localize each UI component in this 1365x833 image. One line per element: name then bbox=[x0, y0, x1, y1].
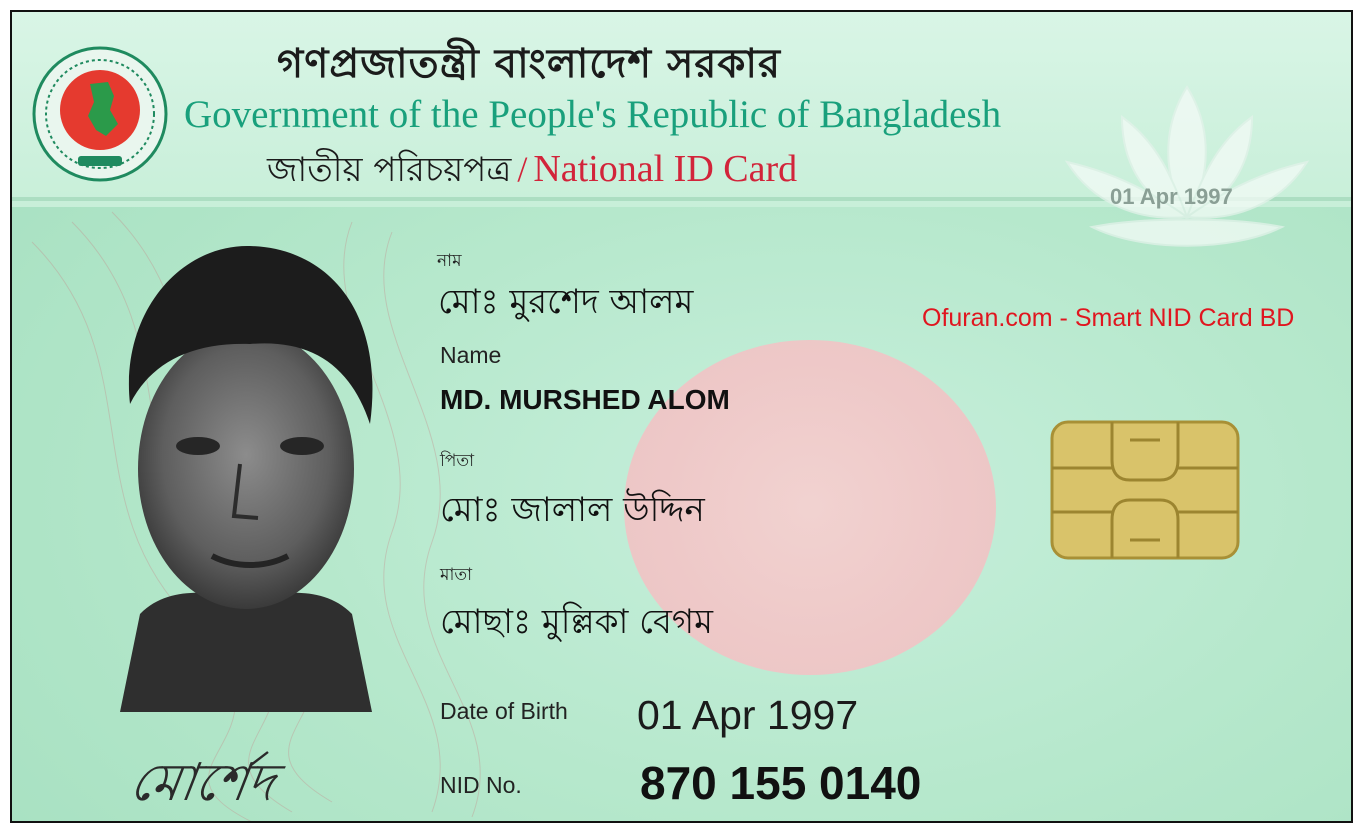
water-lily-icon bbox=[1052, 67, 1322, 262]
government-title-english: Government of the People's Republic of Bangladesh bbox=[184, 93, 1002, 136]
government-seal-icon bbox=[30, 44, 170, 184]
father-name-value: মোঃ জালাল উদ্দিন bbox=[440, 490, 705, 530]
smart-chip-icon bbox=[1050, 420, 1240, 560]
nid-number-value: 870 155 0140 bbox=[640, 757, 922, 809]
date-of-birth-label: Date of Birth bbox=[440, 698, 568, 724]
website-watermark: Ofuran.com - Smart NID Card BD bbox=[922, 304, 1295, 332]
holder-signature: মোর্শেদ bbox=[126, 753, 279, 813]
issue-date: 01 Apr 1997 bbox=[1110, 184, 1233, 209]
name-english-value: MD. MURSHED ALOM bbox=[440, 384, 730, 415]
name-bangla-value: মোঃ মুরশেদ আলম bbox=[438, 282, 694, 322]
name-bangla-label: নাম bbox=[437, 251, 462, 271]
name-english-label: Name bbox=[440, 342, 502, 368]
date-of-birth-value: 01 Apr 1997 bbox=[637, 692, 859, 738]
government-title-bangla: গণপ্রজাতন্ত্রী বাংলাদেশ সরকার bbox=[277, 40, 781, 87]
mother-name-value: মোছাঃ মুল্লিকা বেগম bbox=[440, 602, 714, 642]
mother-label: মাতা bbox=[440, 565, 473, 585]
card-type-line bbox=[267, 144, 797, 201]
national-id-card bbox=[10, 10, 1353, 823]
father-label: পিতা bbox=[440, 451, 475, 471]
card-type-english: National ID Card bbox=[533, 148, 798, 190]
nid-number-label: NID No. bbox=[440, 772, 522, 798]
card-type-bangla: জাতীয় পরিচয়পত্র bbox=[267, 150, 512, 190]
holder-photo bbox=[100, 234, 392, 712]
card-type-separator: / bbox=[517, 149, 528, 189]
